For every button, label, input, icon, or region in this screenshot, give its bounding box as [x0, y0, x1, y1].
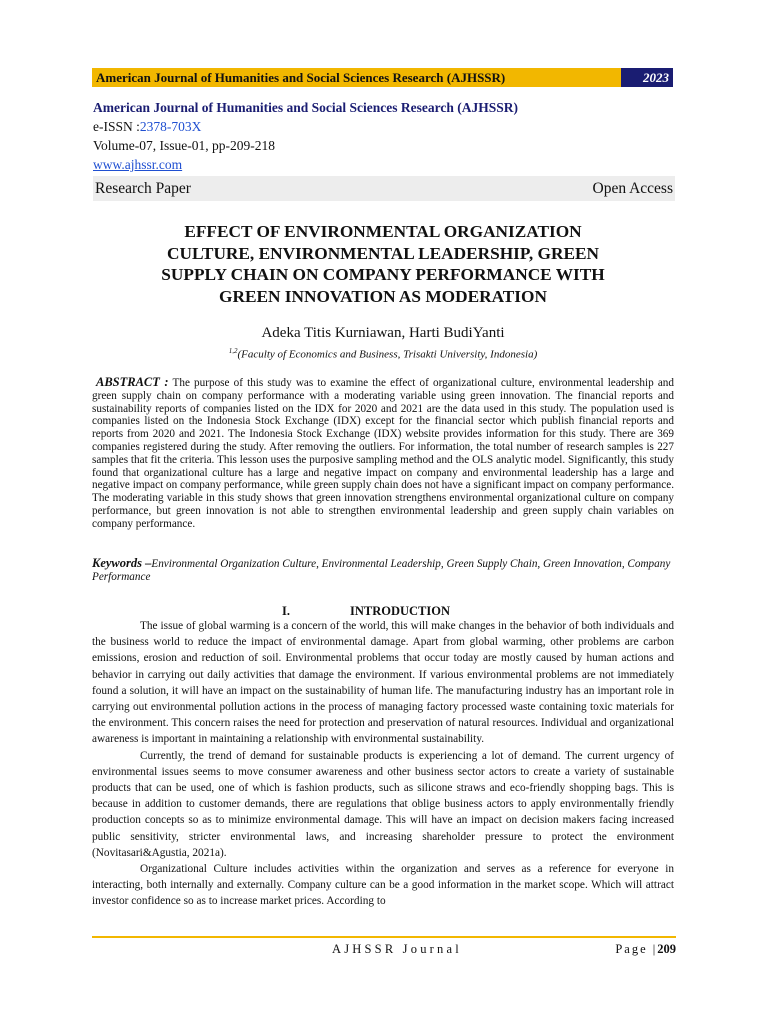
title-line: EFFECT OF ENVIRONMENTAL ORGANIZATION	[184, 222, 582, 241]
affiliation-superscript: 1,2	[228, 347, 238, 355]
journal-banner: American Journal of Humanities and Social Sciences Research (AJHSSR)	[92, 68, 621, 87]
body-paragraph: Organizational Culture includes activities within the organization and serves as a reference for everyone in interacting, both internally and externally. Company culture can be a good information in the market scope. Which will attract investor confidence so as to increase market prices. According to	[92, 863, 674, 908]
paper-type-row	[93, 176, 675, 201]
footer-journal: AJHSSR Journal	[332, 942, 462, 956]
masthead	[93, 98, 675, 201]
title-line: CULTURE, ENVIRONMENTAL LEADERSHIP, GREEN	[167, 243, 599, 263]
page-label: Page |	[615, 942, 658, 956]
paper-type: Research Paper	[95, 180, 191, 197]
abstract	[92, 376, 674, 531]
paper-title	[92, 221, 674, 307]
title-line: SUPPLY CHAIN ON COMPANY PERFORMANCE WITH	[161, 265, 605, 284]
volume-line: Volume-07, Issue-01, pp-209-218	[93, 138, 275, 153]
journal-url-link[interactable]: www.ajhssr.com	[93, 157, 183, 172]
eissn-value: 2378-703X	[139, 119, 202, 134]
page-number: 209	[657, 942, 676, 956]
eissn-line	[93, 117, 675, 136]
section-title: INTRODUCTION	[350, 604, 451, 618]
journal-name: American Journal of Humanities and Social Sciences Research (AJHSSR)	[93, 100, 518, 115]
authors: Adeka Titis Kurniawan, Harti BudiYanti	[261, 325, 505, 341]
keywords-label: Keywords –	[92, 556, 152, 570]
body-paragraph: Currently, the trend of demand for sustainable products is experiencing a lot of demand. The current urgency of environmental issues seems to move consumer awareness and other business sector actors to create a variety of sustainable products that can be used, one of which is fashion products, such as silicone straws and eco-friendly shopping bags. This is because in addition to customer demands, there are regulations that oblige business actors to apply environmentally friendly production concepts so as to minimize environmental damage. This will have an impact on decision makers facing increased public sensitivity, stricter environmental laws, and increasing shareholder pressure to protect the environment (Novitasari&Agustia, 2021a).	[92, 749, 674, 859]
body-paragraph: The issue of global warming is a concern of the world, this will make changes in the behavior of both individuals and the business world to reduce the impact of environmental damage. Apart from global warming, other problems are carbon emissions, erosion and reduction of soil. Environmental problems that occur today are mostly caused by human actions and behavior in carrying out daily activities that damage the environment. If various environmental problems are not immediately found a solution, it will have an impact on the sustainability of human life. The manufacturing industry has an important role in carrying out environmental pollution actions in the process of managing factory processed waste containing toxic materials for the environment. This concern raises the need for protection and preservation of natural resources. Individual and organizational awareness is important in maintaining a relationship with environmental sustainability.	[92, 620, 674, 746]
keywords-text: Environmental Organization Culture, Environmental Leadership, Green Supply Chain, Green Innovation, Company Performance	[92, 558, 671, 583]
affiliation	[92, 344, 674, 362]
footer-page	[615, 940, 676, 958]
year-badge: 2023	[621, 68, 673, 87]
affiliation-text: (Faculty of Economics and Business, Trisakti University, Indonesia)	[237, 348, 538, 361]
abstract-label: ABSTRACT :	[96, 375, 169, 389]
abstract-text: The purpose of this study was to examine the effect of organizational culture, environmental leadership and green supply chain on company performance with a moderating variable using green innovation. The financial reports and sustainability reports of companies listed on the IDX for 2020 and 2021 are the data used in this study. The population used is companies listed on the Indonesia Stock Exchange (IDX) except for the financial sector which publish financial reports and reports from 2020 and 2021. The Indonesia Stock Exchange (IDX) website provides information for this study. There are 369 companies registered during the study. After removing the outliers. For information, the total number of research samples is 227 samples that fit the criteria. This lesson uses the purposive sampling method and the OLS analytic model. Significantly, this study found that organizational culture has a large and negative impact on company and environmental leadership has a large and negative impact on company performance, while green supply chain does not have a significant impact on company performance. The moderating variable in this study shows that green innovation strengthens environmental organizational culture on company performance, but green innovation is not able to strengthen environmental leadership and green supply chain variables on company performance.	[92, 377, 674, 530]
page-footer	[92, 940, 676, 958]
journal-header-bar	[92, 68, 673, 87]
body-text	[92, 618, 674, 910]
keywords	[92, 557, 674, 584]
footer-rule	[92, 936, 676, 938]
section-number: I.	[282, 604, 290, 618]
eissn-label: e-ISSN :	[93, 119, 140, 134]
title-line: GREEN INNOVATION AS MODERATION	[219, 286, 547, 306]
open-access-label: Open Access	[592, 180, 673, 197]
